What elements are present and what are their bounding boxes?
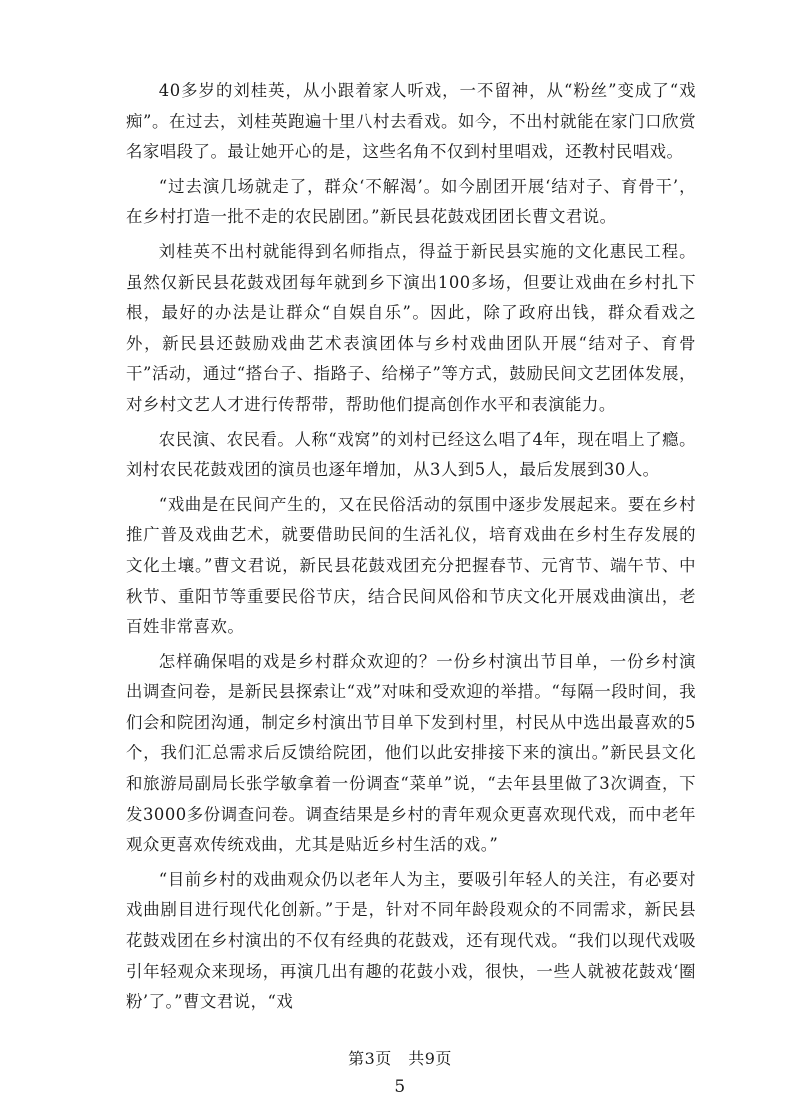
- paragraph-7: “目前乡村的戏曲观众仍以老年人为主，要吸引年轻人的关注，有必要对戏曲剧目进行现代化创新。”于是，针对不同年龄段观众的不同需求，新民县花鼓戏团在乡村演出的不仅有经典的花鼓戏，还有现代戏。“我们以现代戏吸引年轻观众来现场，再演几出有趣的花鼓小戏，很快，一些人就被花鼓戏‘圈粉’了。”曹文君说，“戏: [126, 869, 696, 1012]
- paragraph-1: 40多岁的刘桂英，从小跟着家人听戏，一不留神，从“粉丝”变成了“戏痴”。在过去，刘桂英跑遍十里八村去看戏。如今，不出村就能在家门口欣赏名家唱段了。最让她开心的是，这些名角不仅到村里唱戏，还教村民唱戏。: [126, 81, 696, 162]
- paragraph-3: 刘桂英不出村就能得到名师指点，得益于新民县实施的文化惠民工程。虽然仅新民县花鼓戏团每年就到乡下演出100多场，但要让戏曲在乡村扎下根，最好的办法是让群众“自娱自乐”。因此，除了政府出钱，群众看戏之外，新民县还鼓励戏曲艺术表演团体与乡村戏曲团队开展“结对子、育骨干”活动，通过“搭台子、指路子、给梯子”等方式，鼓励民间文艺团体发展，对乡村文艺人才进行传帮带，帮助他们提高创作水平和表演能力。: [126, 241, 696, 414]
- page-info-footer: 第3页 共9页: [348, 1049, 452, 1068]
- paragraph-6: 怎样确保唱的戏是乡村群众欢迎的？一份乡村演出节目单，一份乡村演出调查问卷，是新民县探索让“戏”对味和受欢迎的举措。“每隔一段时间，我们会和院团沟通，制定乡村演出节目单下发到村里，村民从中选出最喜欢的5个，我们汇总需求后反馈给院团，他们以此安排接下来的演出。”新民县文化和旅游局副局长张学敏拿着一份调查“菜单”说，“去年县里做了3次调查，下发3000多份调查问卷。调查结果是乡村的青年观众更喜欢现代戏，而中老年观众更喜欢传统戏曲，尤其是贴近乡村生活的戏。”: [126, 651, 696, 855]
- paragraph-4: 农民演、农民看。人称“戏窝”的刘村已经这么唱了4年，现在唱上了瘾。刘村农民花鼓戏团的演员也逐年增加，从3人到5人，最后发展到30人。: [126, 429, 696, 480]
- paragraph-2: “过去演几场就走了，群众‘不解渴’。如今剧团开展‘结对子、育骨干’，在乡村打造一批不走的农民剧团。”新民县花鼓戏团团长曹文君说。: [126, 176, 696, 227]
- page-number: 5: [394, 1077, 406, 1097]
- article-body: [126, 76, 696, 1018]
- paragraph-5: “戏曲是在民间产生的，又在民俗活动的氛围中逐步发展起来。要在乡村推广普及戏曲艺术，就要借助民间的生活礼仪，培育戏曲在乡村生存发展的文化土壤。”曹文君说，新民县花鼓戏团充分把握春节、元宵节、端午节、中秋节、重阳节等重要民俗节庆，结合民间风俗和节庆文化开展戏曲演出，老百姓非常喜欢。: [126, 494, 696, 637]
